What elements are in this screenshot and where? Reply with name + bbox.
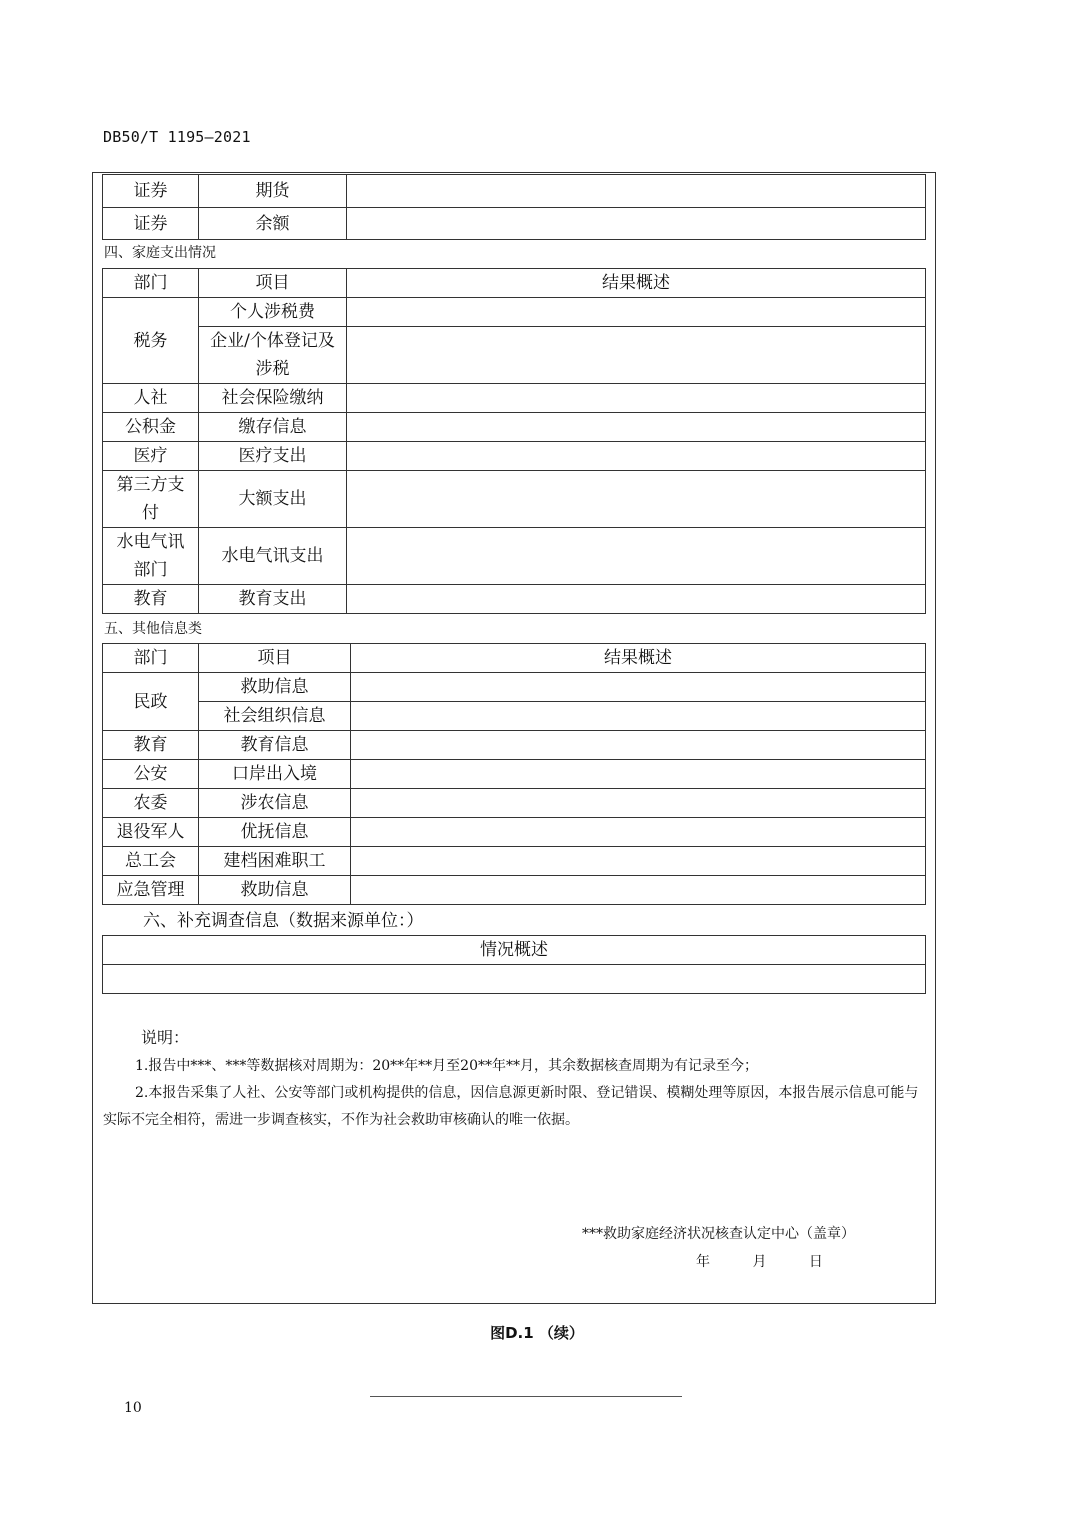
dept-cell: 农委 <box>103 789 199 818</box>
result-cell[interactable] <box>351 760 926 789</box>
dept-cell: 公积金 <box>103 413 199 442</box>
table-row <box>103 965 926 994</box>
dept-cell: 教育 <box>103 585 199 614</box>
issuing-org: ***救助家庭经济状况核查认定中心（盖章） <box>582 1226 855 1242</box>
dept-cell: 总工会 <box>103 847 199 876</box>
item-cell: 缴存信息 <box>199 413 347 442</box>
header-overview: 情况概述 <box>103 936 926 965</box>
note-item-2: 2.本报告采集了人社、公安等部门或机构提供的信息，因信息源更新时限、登记错误、模糊处理等原因，本报告展示信息可能与实际不完全相符，需进一步调查核实，不作为社会救助审核确认的唯一依据。 <box>103 1085 919 1128</box>
table-row <box>103 327 926 384</box>
item-cell: 个人涉税费 <box>199 298 347 327</box>
table-row <box>103 789 926 818</box>
dept-cell: 医疗 <box>103 442 199 471</box>
result-cell[interactable] <box>351 731 926 760</box>
overview-cell[interactable] <box>103 965 926 994</box>
notes-lead: 说明： <box>141 1028 190 1047</box>
header-dept: 部门 <box>103 269 199 298</box>
header-result: 结果概述 <box>347 269 926 298</box>
header-result: 结果概述 <box>351 644 926 673</box>
item-cell: 教育支出 <box>199 585 347 614</box>
result-cell[interactable] <box>347 585 926 614</box>
doc-code: DB50/T 1195—2021 <box>103 128 251 146</box>
result-cell[interactable] <box>347 327 926 384</box>
item-cell: 建档困难职工 <box>199 847 351 876</box>
item-cell: 余额 <box>199 208 347 240</box>
header-item: 项目 <box>199 644 351 673</box>
result-cell[interactable] <box>347 442 926 471</box>
item-cell: 涉农信息 <box>199 789 351 818</box>
table-header-row <box>103 644 926 673</box>
result-cell[interactable] <box>351 673 926 702</box>
result-cell[interactable] <box>347 471 926 528</box>
table-row <box>103 528 926 585</box>
table-row <box>103 384 926 413</box>
item-cell: 期货 <box>199 175 347 208</box>
securities-table <box>102 174 926 240</box>
item-cell: 教育信息 <box>199 731 351 760</box>
dept-cell: 人社 <box>103 384 199 413</box>
other-info-table <box>102 643 926 905</box>
notes-block <box>103 1024 926 1134</box>
table-row <box>103 585 926 614</box>
table-row <box>103 760 926 789</box>
table-header-row <box>103 936 926 965</box>
result-cell[interactable] <box>351 876 926 905</box>
result-cell[interactable] <box>347 384 926 413</box>
header-item: 项目 <box>199 269 347 298</box>
table-row <box>103 175 926 208</box>
table-header-row <box>103 269 926 298</box>
result-cell[interactable] <box>347 413 926 442</box>
item-cell: 优抚信息 <box>199 818 351 847</box>
note-item-1: 1.报告中***、***等数据核对周期为：20**年**月至20**年**月，其余数据核查周期为有记录至今； <box>135 1058 758 1074</box>
item-cell: 大额支出 <box>199 471 347 528</box>
table-row <box>103 818 926 847</box>
supplementary-table <box>102 935 926 994</box>
item-cell: 社会保险缴纳 <box>199 384 347 413</box>
dept-cell: 第三方支付 <box>103 471 199 528</box>
table-row <box>103 702 926 731</box>
page-number: 10 <box>124 1400 142 1416</box>
result-cell[interactable] <box>347 175 926 208</box>
item-cell: 水电气讯支出 <box>199 528 347 585</box>
dept-cell: 应急管理 <box>103 876 199 905</box>
table-row <box>103 731 926 760</box>
dept-cell: 教育 <box>103 731 199 760</box>
table-row <box>103 208 926 240</box>
dept-cell: 证券 <box>103 208 199 240</box>
item-cell: 救助信息 <box>199 673 351 702</box>
dept-cell: 税务 <box>103 298 199 384</box>
result-cell[interactable] <box>351 847 926 876</box>
footer-divider <box>370 1396 682 1397</box>
table-row <box>103 673 926 702</box>
section4-title: 四、家庭支出情况 <box>104 245 216 261</box>
result-cell[interactable] <box>351 789 926 818</box>
table-row <box>103 442 926 471</box>
item-cell: 社会组织信息 <box>199 702 351 731</box>
item-cell: 医疗支出 <box>199 442 347 471</box>
result-cell[interactable] <box>351 818 926 847</box>
result-cell[interactable] <box>347 528 926 585</box>
result-cell[interactable] <box>347 208 926 240</box>
result-cell[interactable] <box>347 298 926 327</box>
dept-cell: 公安 <box>103 760 199 789</box>
table-row <box>103 413 926 442</box>
item-cell: 救助信息 <box>199 876 351 905</box>
item-cell: 口岸出入境 <box>199 760 351 789</box>
sign-date: 年 月 日 <box>696 1254 823 1270</box>
table-row <box>103 471 926 528</box>
section5-title: 五、其他信息类 <box>104 621 202 637</box>
table-row <box>103 876 926 905</box>
item-cell: 企业/个体登记及涉税 <box>199 327 347 384</box>
result-cell[interactable] <box>351 702 926 731</box>
table-row <box>103 298 926 327</box>
section6-title: 六、补充调查信息（数据来源单位：） <box>143 911 424 931</box>
header-dept: 部门 <box>103 644 199 673</box>
dept-cell: 民政 <box>103 673 199 731</box>
dept-cell: 证券 <box>103 175 199 208</box>
dept-cell: 退役军人 <box>103 818 199 847</box>
expenditure-table <box>102 268 926 614</box>
table-row <box>103 847 926 876</box>
figure-caption: 图D.1 （续） <box>490 1324 584 1342</box>
dept-cell: 水电气讯部门 <box>103 528 199 585</box>
